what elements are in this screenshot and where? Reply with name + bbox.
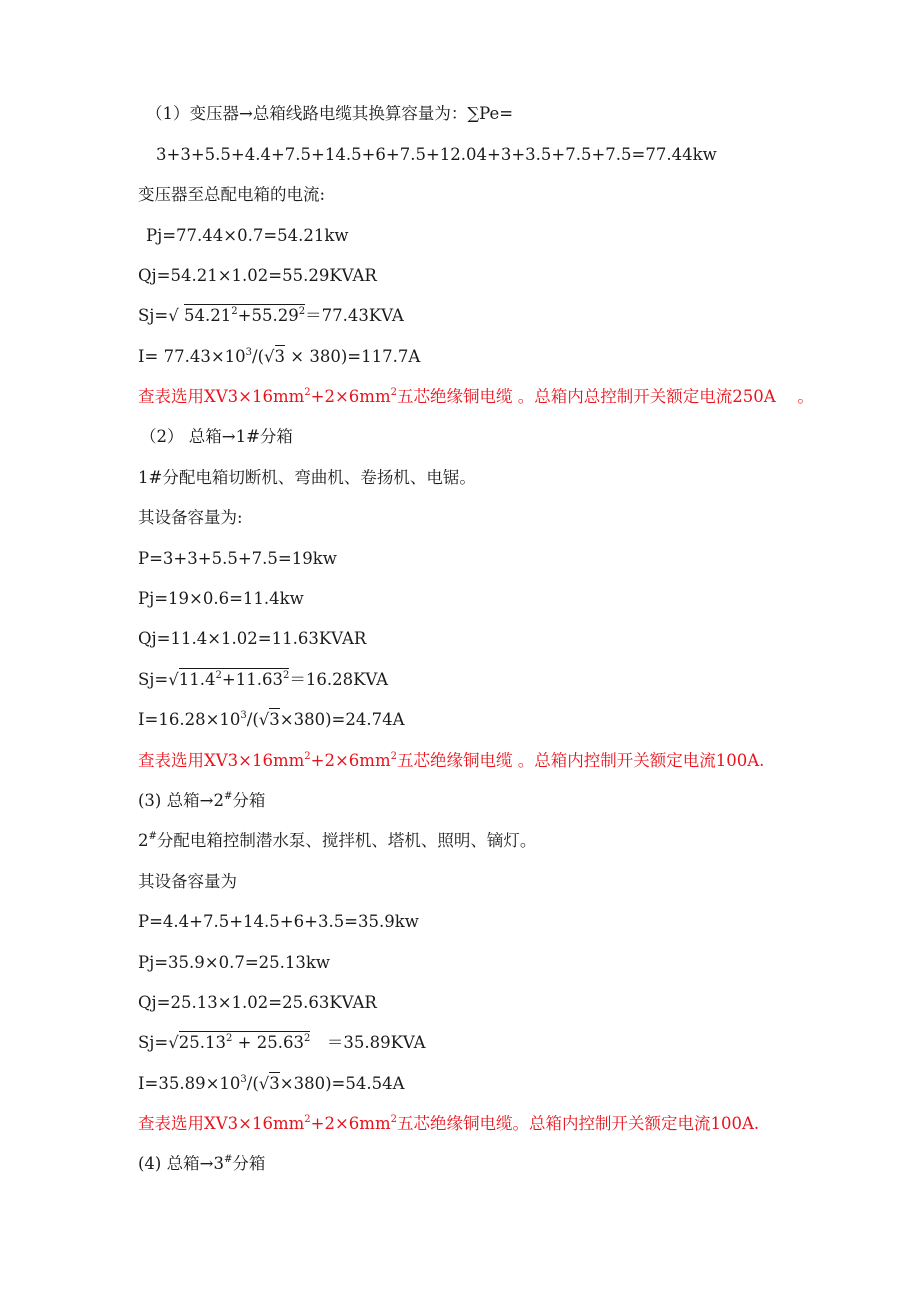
section-3-current: $I=35.89\times 10^3/(√3\times 380)=54.54A$ [138, 1074, 405, 1093]
section-1-cable-selection: 查表选用$XV3\times 16mm^2+2\times 6mm^2$五芯绝缘铜电缆 。总箱内总控制开关额定电流250A 。 [138, 387, 814, 406]
section-1-current-title: 变压器至总配电箱的电流: [138, 185, 326, 204]
section-2-current: $I=16.28\times 10^3/(√3\times 380)=24.74A$ [138, 710, 405, 729]
sj-prefix: Sj=√ [138, 306, 179, 325]
section-4-heading: (4) 总箱→3#分箱 [138, 1154, 266, 1173]
section-1-pj: Pj=77.44×0.7=54.21kw [146, 226, 349, 245]
section-2-pj: Pj=19×0.6=11.4kw [138, 589, 304, 608]
sj-radicand: $54.21^2+55.29^2$ [184, 306, 306, 325]
section-3-qj: Qj=25.13×1.02=25.63KVAR [138, 993, 377, 1012]
section-3-sj: $Sj=√25.13^2 + 25.63^2$ ＝35.89KVA [138, 1033, 426, 1052]
section-3-description: 2#分配电箱控制潜水泵、搅拌机、塔机、照明、镝灯。 [138, 831, 537, 850]
section-1-sj [138, 305, 404, 327]
sj-radicand: $11.4^2+11.63^2$ [178, 670, 290, 689]
sj-radicand: $25.13^2 + 25.63^2$ [178, 1033, 311, 1052]
section-2-cable-selection: 查表选用$XV3\times 16mm^2+2\times 6mm^2$五芯绝缘铜电缆 。总箱内控制开关额定电流100A. [138, 751, 765, 770]
section-1-heading: （1）变压器→总箱线路电缆其换算容量为：∑Pe= [146, 104, 514, 123]
section-3-cable-selection: 查表选用$XV3\times 16mm^2+2\times 6mm^2$五芯绝缘铜电缆。总箱内控制开关额定电流100A. [138, 1114, 760, 1133]
section-2-heading: （2） 总箱→1#分箱 [140, 427, 293, 446]
section-3-pj: Pj=35.9×0.7=25.13kw [138, 953, 331, 972]
section-2-sj: $Sj=√11.4^2+11.63^2=16.28KVA$ [138, 670, 389, 689]
section-2-p: P=3+3+5.5+7.5=19kw [138, 549, 337, 568]
section-2-capacity-title: 其设备容量为: [138, 508, 243, 527]
sj-result: ＝77.43KVA [305, 306, 404, 325]
section-3-p: P=4.4+7.5+14.5+6+3.5=35.9kw [138, 912, 419, 931]
section-1-sum-formula: 3+3+5.5+4.4+7.5+14.5+6+7.5+12.04+3+3.5+7.5+7.5=77.44kw [156, 145, 717, 164]
section-1-qj: Qj=54.21×1.02=55.29KVAR [138, 266, 377, 285]
section-1-current: $I= 77.43\times 10^3/(√3 \times 380)=117.7A$ [138, 347, 421, 366]
section-3-heading: (3) 总箱→2#分箱 [138, 791, 266, 810]
section-2-qj: Qj=11.4×1.02=11.63KVAR [138, 629, 367, 648]
section-3-capacity-title: 其设备容量为 [138, 872, 237, 891]
section-2-description: 1#分配电箱切断机、弯曲机、卷扬机、电锯。 [138, 468, 476, 487]
